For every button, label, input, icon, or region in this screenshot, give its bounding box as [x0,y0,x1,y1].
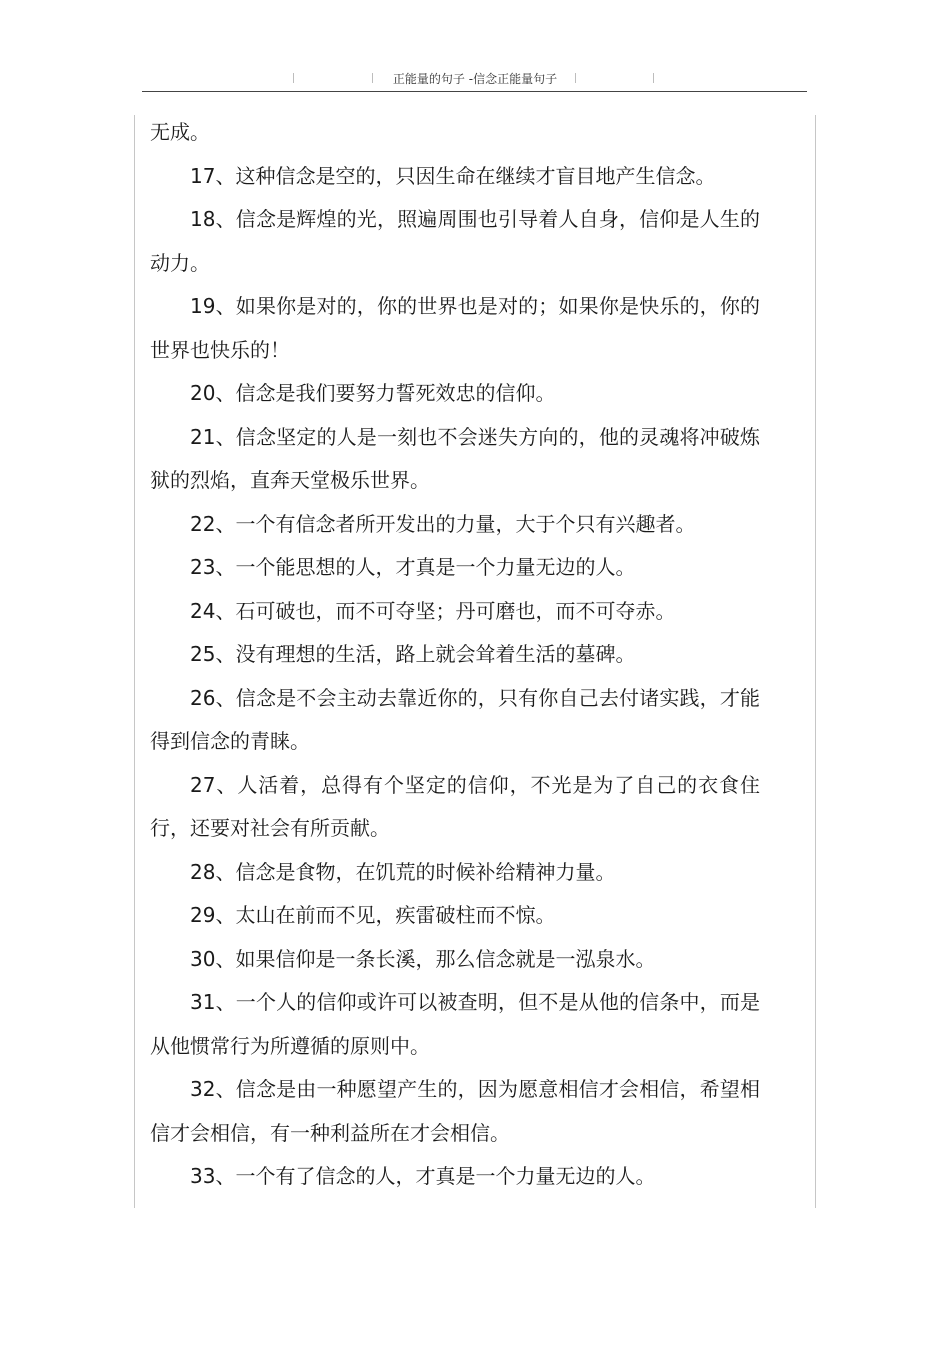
paragraph-22: 22、一个有信念者所开发出的力量，大于个只有兴趣者。 [190,511,696,536]
header-rule [142,91,807,92]
paragraph-21: 21、信念坚定的人是一刻也不会迷失方向的，他的灵魂将冲破炼狱的烈焰，直奔天堂极乐世界。 [150,424,760,492]
paragraph-29: 29、太山在前而不见，疾雷破柱而不惊。 [190,903,556,927]
right-margin-rule [815,115,816,1208]
paragraph-32: 32、信念是由一种愿望产生的，因为愿意相信才会相信，希望相信才会相信，有一种利益所在才会相信。 [150,1077,760,1145]
header-tick-right [653,73,654,83]
paragraph-31: 31、一个人的信仰或许可以被查明，但不是从他的信条中，而是从他惯常行为所遵循的原则中。 [150,990,760,1058]
left-margin-rule [134,115,135,1208]
paragraph-continuation: 无成。 [150,120,210,144]
paragraph-33: 33、一个有了信念的人，才真是一个力量无边的人。 [190,1164,656,1188]
document-body [150,111,760,1199]
paragraph-18: 18、信念是辉煌的光，照遍周围也引导着人自身，信仰是人生的动力。 [150,207,760,275]
paragraph-20: 20、信念是我们要努力誓死效忠的信仰。 [190,381,556,405]
paragraph-17: 17、这种信念是空的，只因生命在继续才盲目地产生信念。 [190,163,716,188]
header-tick-left [293,73,294,83]
paragraph-19: 19、如果你是对的，你的世界也是对的；如果你是快乐的，你的世界也快乐的！ [150,294,760,362]
paragraph-30: 30、如果信仰是一条长溪，那么信念就是一泓泉水。 [190,946,656,971]
paragraph-23: 23、一个能思想的人，才真是一个力量无边的人。 [190,555,636,579]
header-title: 正能量的句子 -信念正能量句子 [392,72,558,86]
paragraph-28: 28、信念是食物，在饥荒的时候补给精神力量。 [190,859,616,884]
page-header [0,68,950,90]
paragraph-24: 24、石可破也，而不可夺坚；丹可磨也，而不可夺赤。 [190,598,676,623]
paragraph-26: 26、信念是不会主动去靠近你的，只有你自己去付诸实践，才能得到信念的青睐。 [150,685,760,753]
paragraph-25: 25、没有理想的生活，路上就会耸着生活的墓碑。 [190,642,636,666]
header-tick-mid-right [575,73,576,83]
paragraph-27: 27、人活着，总得有个坚定的信仰，不光是为了自己的衣食住行，还要对社会有所贡献。 [150,772,760,840]
header-tick-mid-left [372,73,373,83]
